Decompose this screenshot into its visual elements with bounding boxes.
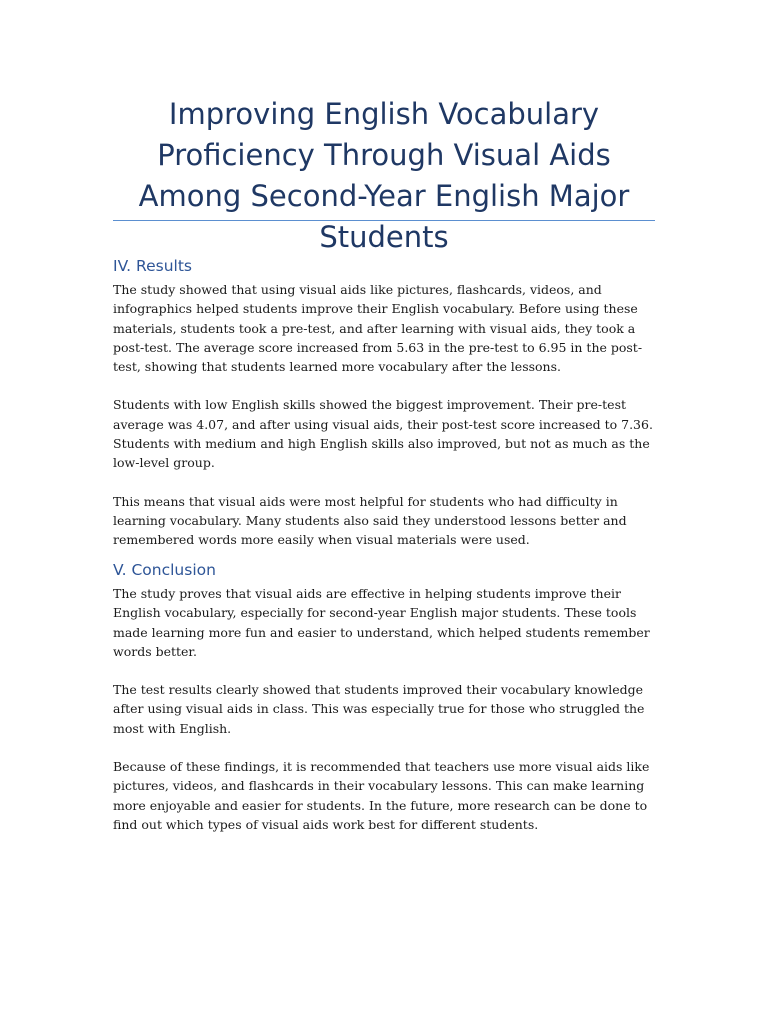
results-paragraph-2: Students with low English skills showed the biggest improvement. Their pre-test average was 4.07, and after using visual aids, their post-test score increased to 7.36. Students with medium and high English skills also improved, but not as much as the low-level group.	[113, 397, 653, 471]
conclusion-section	[113, 560, 658, 853]
conclusion-heading: V. Conclusion	[113, 561, 216, 579]
results-section	[113, 256, 658, 569]
document-title: Improving English Vocabulary Proficiency Through Visual Aids Among Second-Year English Major Students	[138, 97, 630, 254]
conclusion-paragraph-2: The test results clearly showed that students improved their vocabulary knowledge after using visual aids in class. This was especially true for those who struggled the most with English.	[113, 682, 645, 736]
results-heading: IV. Results	[113, 257, 192, 275]
conclusion-paragraph-1: The study proves that visual aids are effective in helping students improve their English vocabulary, especially for second-year English major students. These tools made learning more fun and easier to understand, which helped students remember words better.	[113, 586, 650, 659]
results-paragraph-1: The study showed that using visual aids like pictures, flashcards, videos, and infographics helped students improve their English vocabulary. Before using these materials, students took a pre-test, and after learning with visual aids, they took a post-test. The average score increased from 5.63 in the pre-test to 6.95 in the post-test, showing that students learned more vocabulary after the lessons.	[113, 282, 643, 375]
results-paragraph-3: This means that visual aids were most helpful for students who had difficulty in learning vocabulary. Many students also said they understood lessons better and remembered words more easily when visual materials were used.	[113, 493, 627, 548]
conclusion-paragraph-3: Because of these findings, it is recommended that teachers use more visual aids like pictures, videos, and flashcards in their vocabulary lessons. This can make learning more enjoyable and easier for students. In the future, more research can be done to find out which types of visual aids work best for different students.	[113, 759, 650, 832]
title-divider	[113, 220, 655, 221]
